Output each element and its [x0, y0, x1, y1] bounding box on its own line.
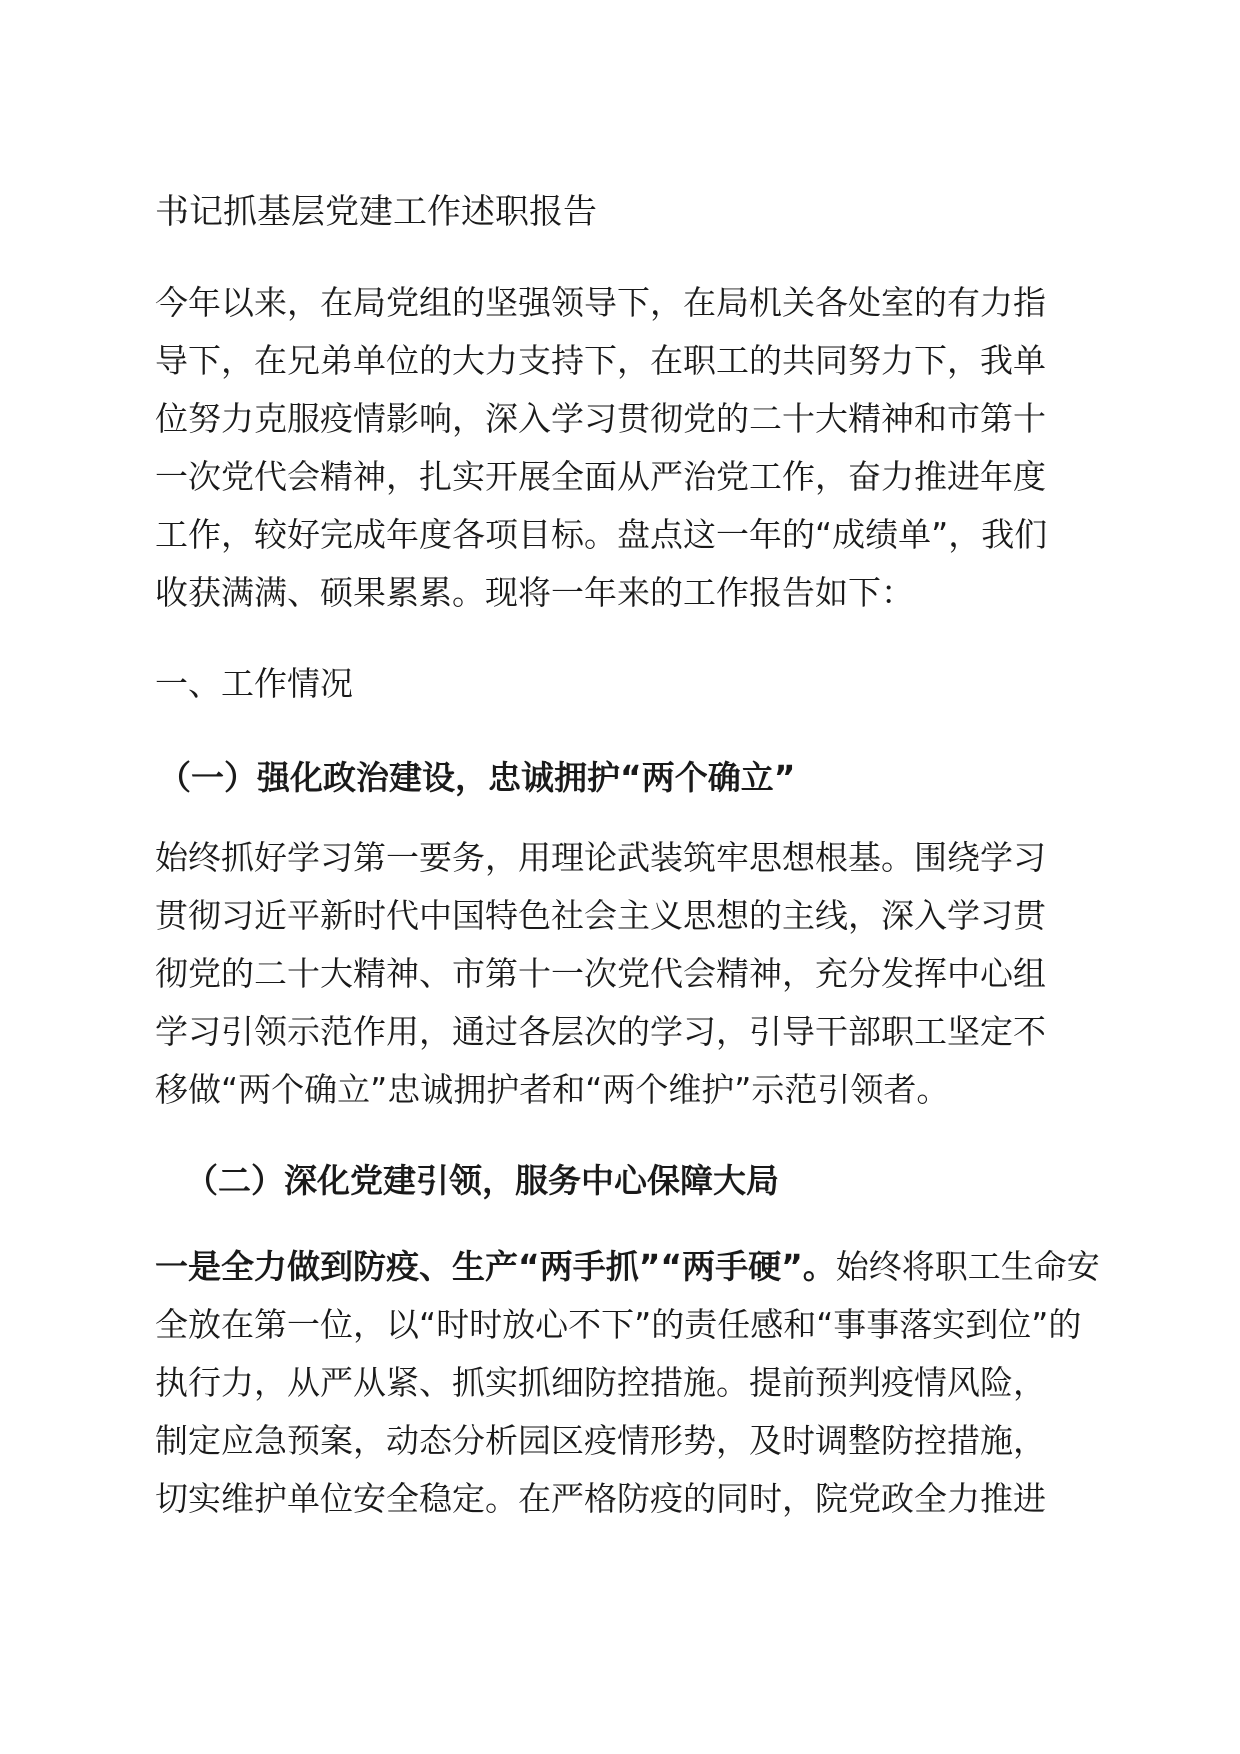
lead-bold-text: 一是全力做到防疫、生产“两手抓”“两手硬”。	[155, 1247, 836, 1286]
lead-rest-text: 始终将职工生命安	[835, 1247, 1100, 1286]
paragraph-line: 位努力克服疫情影响，深入学习贯彻党的二十大精神和市第十	[155, 399, 1046, 438]
paragraph-line: 始终抓好学习第一要务，用理论武装筑牢思想根基。围绕学习	[155, 838, 1046, 877]
paragraph-line: 今年以来，在局党组的坚强领导下，在局机关各处室的有力指	[155, 283, 1046, 322]
intro-paragraph	[155, 274, 1047, 622]
paragraph-line: 收获满满、硕果累累。现将一年来的工作报告如下：	[155, 573, 914, 612]
paragraph-line: 工作，较好完成年度各项目标。盘点这一年的“成绩单”，我们	[155, 515, 1048, 554]
paragraph-line: 制定应急预案，动态分析园区疫情形势，及时调整防控措施，	[155, 1421, 1046, 1460]
paragraph-line: 学习引领示范作用，通过各层次的学习，引导干部职工坚定不	[155, 1012, 1046, 1051]
paragraph-line: 执行力，从严从紧、抓实抓细防控措施。提前预判疫情风险，	[155, 1363, 1046, 1402]
subsection-1-paragraph	[155, 829, 1046, 1119]
subsection-heading-2: （二）深化党建引领，服务中心保障大局	[185, 1161, 779, 1200]
paragraph-line: 贯彻习近平新时代中国特色社会主义思想的主线，深入学习贯	[155, 896, 1046, 935]
section-heading: 一、工作情况	[155, 664, 353, 703]
paragraph-line: 全放在第一位，以“时时放心不下”的责任感和“事事落实到位”的	[155, 1305, 1082, 1344]
document-title: 书记抓基层党建工作述职报告	[155, 192, 597, 232]
paragraph-line: 彻党的二十大精神、市第十一次党代会精神，充分发挥中心组	[155, 954, 1046, 993]
subsection-2-paragraph	[155, 1238, 1100, 1528]
paragraph-line: 导下，在兄弟单位的大力支持下，在职工的共同努力下，我单	[155, 341, 1046, 380]
paragraph-line: 移做“两个确立”忠诚拥护者和“两个维护”示范引领者。	[155, 1070, 950, 1109]
paragraph-line: 一次党代会精神，扎实开展全面从严治党工作，奋力推进年度	[155, 457, 1046, 496]
paragraph-line: 切实维护单位安全稳定。在严格防疫的同时，院党政全力推进	[155, 1479, 1046, 1518]
paragraph-lead-line	[155, 1238, 1100, 1296]
subsection-heading-1: （一）强化政治建设，忠诚拥护“两个确立”	[158, 758, 796, 797]
